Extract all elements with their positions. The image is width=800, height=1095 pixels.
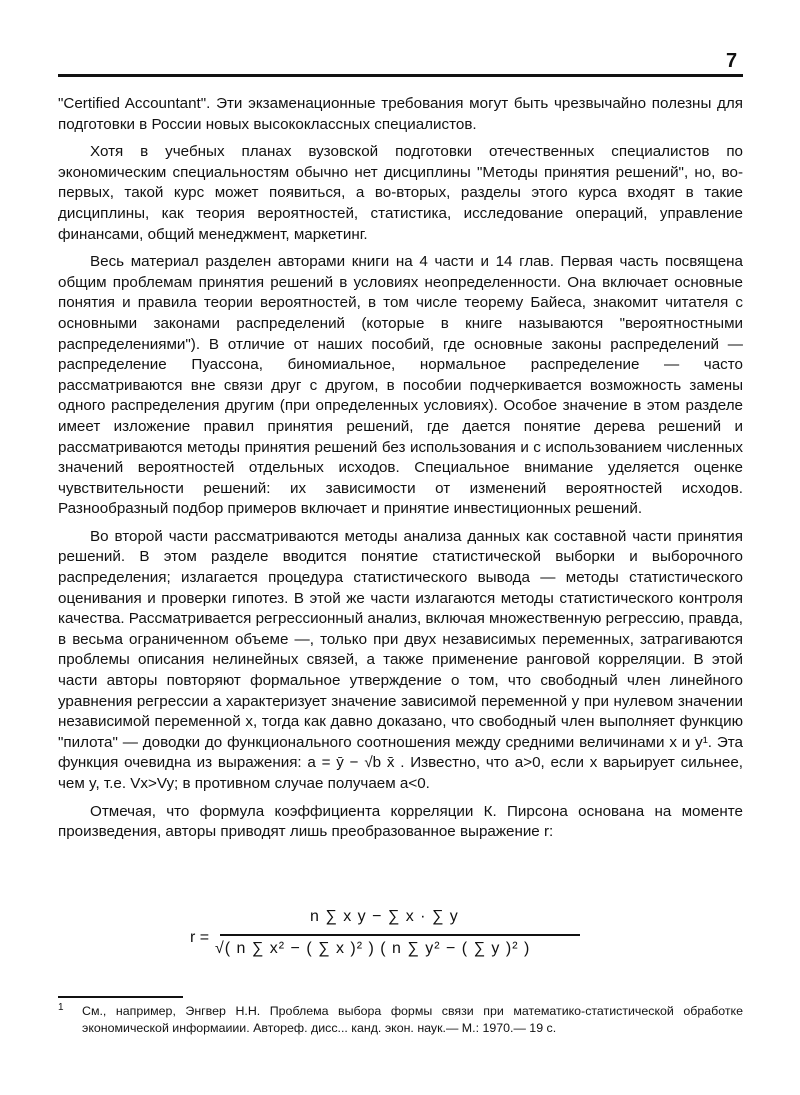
correlation-formula bbox=[190, 908, 610, 968]
paragraph-3: Весь материал разделен авторами книги на 4 части и 14 глав. Первая часть посвящена общим проблемам принятия решений в условиях неопределенности. Она включает основные понятия и правила теории вероятностей, в том числе теорему Байеса, знакомит читателя с основными законами распределений (которые в книге называются "вероятностными распределениями"). В отличие от наших пособий, где основные законы распределений — распределение Пуассона, биномиальное, нормальное распределение — часто рассматриваются вне связи друг с другом, в пособии подчеркивается возможность замены одного распределения другим (при определенных условиях). Особое значение в этом разделе имеет изложение правил принятия решений, где дается понятие дерева решений и рассматриваются методы принятия решений без использования и с использованием численных значений вероятностей отдельных исходов. Специальное внимание уделяется оценке чувствительности решений: их зависимости от изменений вероятностей исходов. Разнообразный подбор примеров включает и принятие инвестиционных решений. bbox=[58, 253, 743, 518]
footnote-text: См., например, Энгвер Н.Н. Проблема выбора формы связи при математико-статистической обработке экономической информаиии. Автореф. дисс... канд. экон. наук.— М.: 1970.— 19 с. bbox=[82, 1004, 743, 1035]
paragraph-4: Во второй части рассматриваются методы анализа данных как составной части принятия решений. В этом разделе вводится понятие статистической выборки и выборочного распределения; излагается процедура статистического вывода — методы статистического оценивания и проверки гипотез. В этой же части излагаются методы статистического контроля качества. Рассматривается регрессионный анализ, включая множественную регрессию, правда, в весьма ограниченном объеме —, только при двух независимых переменных, затрагиваются проблемы описания нелинейных связей, а также применение ранговой корреляции. В этой части авторы повторяют формальное утверждение о том, что свободный член линейного уравнения регрессии a характеризует значение зависимой переменной y при нулевом значении независимой переменной x, тогда как давно доказано, что свободный член выполняет функцию "пилота" — доводки до функционального соотношения между средними величинами x и y¹. Эта функция очевидна из выражения: a = ȳ − √b x̄ . Известно, что a>0, если x варьирует сильнее, чем y, т.е. Vx>Vy; в противном случае получаем a<0. bbox=[58, 527, 744, 792]
footnote bbox=[58, 1003, 743, 1037]
formula-denominator: √( n ∑ x² − ( ∑ x )² ) ( n ∑ y² − ( ∑ y )² ) bbox=[215, 940, 531, 957]
footnote-mark: 1 bbox=[58, 1002, 64, 1013]
fraction-bar bbox=[220, 934, 580, 936]
formula-numerator: n ∑ x y − ∑ x · ∑ y bbox=[310, 908, 459, 925]
formula-lhs: r = bbox=[190, 929, 210, 946]
header-rule bbox=[58, 74, 743, 77]
paragraph-1: "Certified Accountant". Эти экзаменационные требования могут быть чрезвычайно полезны для подготовки в России новых высококлассных специалистов. bbox=[58, 95, 743, 133]
paragraph-2: Хотя в учебных планах вузовской подготовки отечественных специалистов по экономическим специальностям обычно нет дисциплины "Методы принятия решений", но, во-первых, такой курс может появиться, а во-вторых, разделы этого курса входят в такие дисциплины, как теория вероятностей, статистика, исследование операций, управление финансами, общий менеджмент, маркетинг. bbox=[58, 143, 743, 243]
footnote-rule bbox=[58, 996, 183, 998]
paragraph-5: Отмечая, что формула коэффициента корреляции К. Пирсона основана на моменте произведения, авторы приводят лишь преобразованное выражение r: bbox=[58, 802, 743, 841]
page-number: 7 bbox=[726, 50, 738, 72]
body-text bbox=[58, 94, 743, 850]
